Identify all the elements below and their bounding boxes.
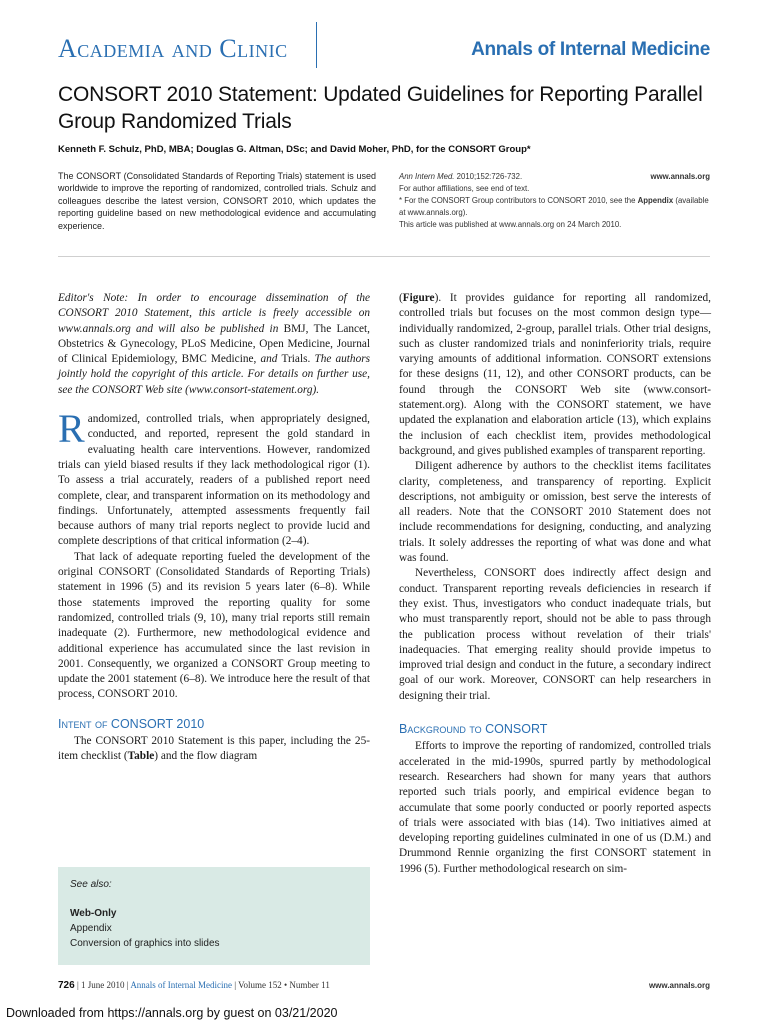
article-meta [399, 171, 710, 231]
editors-note-journals: The Lancet, Obstetrics & Gynecology, PLoS Medicine, Open Medicine, Journal of Clinical Epidemiology, BMC Medicine, [58, 322, 371, 366]
page-footer [58, 980, 710, 994]
header-divider [316, 22, 317, 68]
article-title: CONSORT 2010 Statement: Updated Guidelines for Reporting Parallel Group Randomized Trials [58, 83, 703, 133]
page-number: 726 [58, 980, 75, 991]
see-also-item-appendix[interactable]: Appendix [70, 923, 112, 934]
see-also-item-slides[interactable]: Conversion of graphics into slides [70, 938, 220, 949]
page-header [58, 30, 710, 70]
figure-reference[interactable]: Figure [402, 292, 435, 304]
drop-cap: R [58, 406, 85, 452]
affiliations-note: For author affiliations, see end of text. [399, 184, 530, 193]
citation-detail: 2010;152:726-732. [456, 172, 523, 181]
paragraph-3-text-a: The CONSORT 2010 Statement is this paper, including the 25-item checklist ( [58, 735, 370, 763]
footer-url[interactable]: www.annals.org [648, 981, 710, 990]
editors-note-part3: The authors jointly hold the copyright of this article. For details on further use, see the CONSORT Web site (www.consort-statement.org). [58, 353, 371, 396]
right-paragraph-4: Efforts to improve the reporting of randomized, controlled trials accelerated in the mid-1990s, spurred partly by methodological research. Researchers had shown for many years that authors reported such trials poorly, and empirical evidence began to accumulate that some poorly conducted or poorly reported aspects of trials were associated with bias (14). Two initiatives aimed at developing reporting guidelines culminated in one of us (D.M.) and Drummond Rennie organizing the first CONSORT statement in 1996 (5). Further methodological research on sim- [399, 740, 711, 875]
editors-note-part1: Editor's Note: In order to encourage dissemination of the CONSORT 2010 Statement, this article is freely accessible on www.annals.org and will also be published in [58, 292, 370, 335]
citation-journal: Ann Intern Med. [399, 172, 455, 181]
editors-note-and: and [260, 353, 278, 366]
web-only-heading: Web-Only [70, 908, 117, 919]
body-paragraph-1-text: andomized, controlled trials, when appropriately designed, conducted, and reported, represent the gold standard in evaluating health care interventions. However, randomized trials can yield biased results if they lack methodological rigor (1). To assess a trial accurately, readers of a published report need complete, clear, and transparent information on its methodology and findings. Unfortunately, attempted assessments frequently fail because authors of many trial reports neglect to provide lucid and complete descriptions of that critical information (2–4). [58, 413, 370, 548]
right-column [399, 291, 711, 877]
body-paragraph-2: That lack of adequate reporting fueled the development of the original CONSORT (Consolidated Standards of Reporting Trials) statement in 1996 (5) and its revision 5 years later (6–8). While those statements improved the reporting quality for some randomized, controlled trials (9, 10), many trial reports still remain inadequate (2). Furthermore, new methodological evidence and additional experience has accumulated since the last revision in 2001. Consequently, we organized a CONSORT Group meeting to update the 2001 statement (6–8). We introduce here the result of that process, CONSORT 2010. [58, 550, 370, 701]
published-note: This article was published at www.annals.org on 24 March 2010. [399, 220, 622, 229]
footer-citation: 726 | 1 June 2010 | Annals of Internal Medicine | Volume 152 • Number 11 [58, 980, 330, 991]
abstract: The CONSORT (Consolidated Standards of Reporting Trials) statement is used worldwide to improve the reporting of randomized, controlled trials. Schulz and colleagues describe the latest version, CONSORT 2010, which updates the reporting guideline based on new methodological evidence and accumulating experience. [58, 171, 376, 231]
section-title: Academia and Clinic [58, 34, 288, 63]
body-paragraph-3 [58, 734, 370, 765]
table-reference[interactable]: Table [127, 750, 155, 763]
article-authors: Kenneth F. Schulz, PhD, MBA; Douglas G. Altman, DSc; and David Moher, PhD, for the CONSORT Group* [58, 144, 531, 155]
background-heading: Background to CONSORT [399, 722, 548, 737]
editors-note-bmj: BMJ, [283, 322, 309, 335]
contributors-pre: * For the CONSORT Group contributors to CONSORT 2010, see the [399, 196, 636, 205]
right-paragraph-1: (Figure). It provides guidance for reporting all randomized, controlled trials but focuses on the most common design type—individually randomized, 2-group, parallel trials. Other trial designs, such as cluster randomized trials and noninferiority trials, require varying amounts of additional information. CONSORT extensions for these designs (11, 12), and other CONSORT products, can be found through the CONSORT Web site (www.consort-statement.org). Along with the CONSORT statement, we have updated the explanation and elaboration article (13), which explains the inclusion of each checklist item, provides methodological background, and gives published examples of transparent reporting. [399, 292, 711, 457]
right-paragraph-2: Diligent adherence by authors to the checklist items facilitates clarity, completeness, and transparency of reporting. Explicit descriptions, not ambiguity or omission, best serve the interests of all readers. Note that the CONSORT 2010 Statement does not include recommendations for designing, conducting, and analyzing trials. It solely addresses the reporting of what was done and what was found. [399, 460, 711, 565]
appendix-link[interactable]: Appendix [637, 196, 674, 205]
journal-name: Annals of Internal Medicine [471, 39, 710, 60]
see-also-label: See also: [70, 879, 112, 890]
editors-note [58, 291, 370, 398]
left-column [58, 291, 370, 765]
contributors-note [399, 195, 710, 219]
body-paragraph-1 [58, 406, 370, 550]
download-notice: Downloaded from https://annals.org by guest on 03/21/2020 [0, 1002, 768, 1024]
see-also-box [58, 867, 370, 965]
footer-journal: Annals of Internal Medicine [130, 980, 233, 990]
footer-volume: Volume 152 • Number 11 [238, 980, 330, 990]
meta-url[interactable]: www.annals.org [650, 172, 710, 181]
intent-heading: Intent of CONSORT 2010 [58, 716, 205, 731]
contributors-post: (available at www.annals.org). [399, 196, 709, 217]
footer-date: 1 June 2010 [81, 980, 125, 990]
right-paragraph-1-text: ). It provides guidance for reporting all randomized, controlled trials but focuses on the most common design type—individually randomized, 2-group, parallel trials. Other trial designs, such as cluster randomized trials and noninferiority trials, require varying amounts of additional information. CONSORT extensions for these designs (11, 12), and other CONSORT products, can be found through the CONSORT Web site (www.consort-statement.org). Along with the CONSORT statement, we have updated the explanation and elaboration article (13), which explains the inclusion of each checklist item, provides methodological background, and gives published examples of transparent reporting. [399, 292, 711, 457]
right-paragraph-3: Nevertheless, CONSORT does indirectly affect design and conduct. Transparent reporting reveals deficiencies in research if they exist. Thus, investigators who conduct inadequate trials, but who must transparently report, should not be able to pass through the publication process without revelation of their trials' inadequacies. That emerging reality should provide impetus to improved trial design and conduct in the future, a secondary indirect goal of our work. Moreover, CONSORT can help researchers in designing their trial. [399, 567, 711, 702]
editors-note-trials: Trials. [281, 353, 311, 366]
abstract-divider [58, 256, 710, 257]
paragraph-3-text-b: ) and the flow diagram [154, 750, 258, 763]
